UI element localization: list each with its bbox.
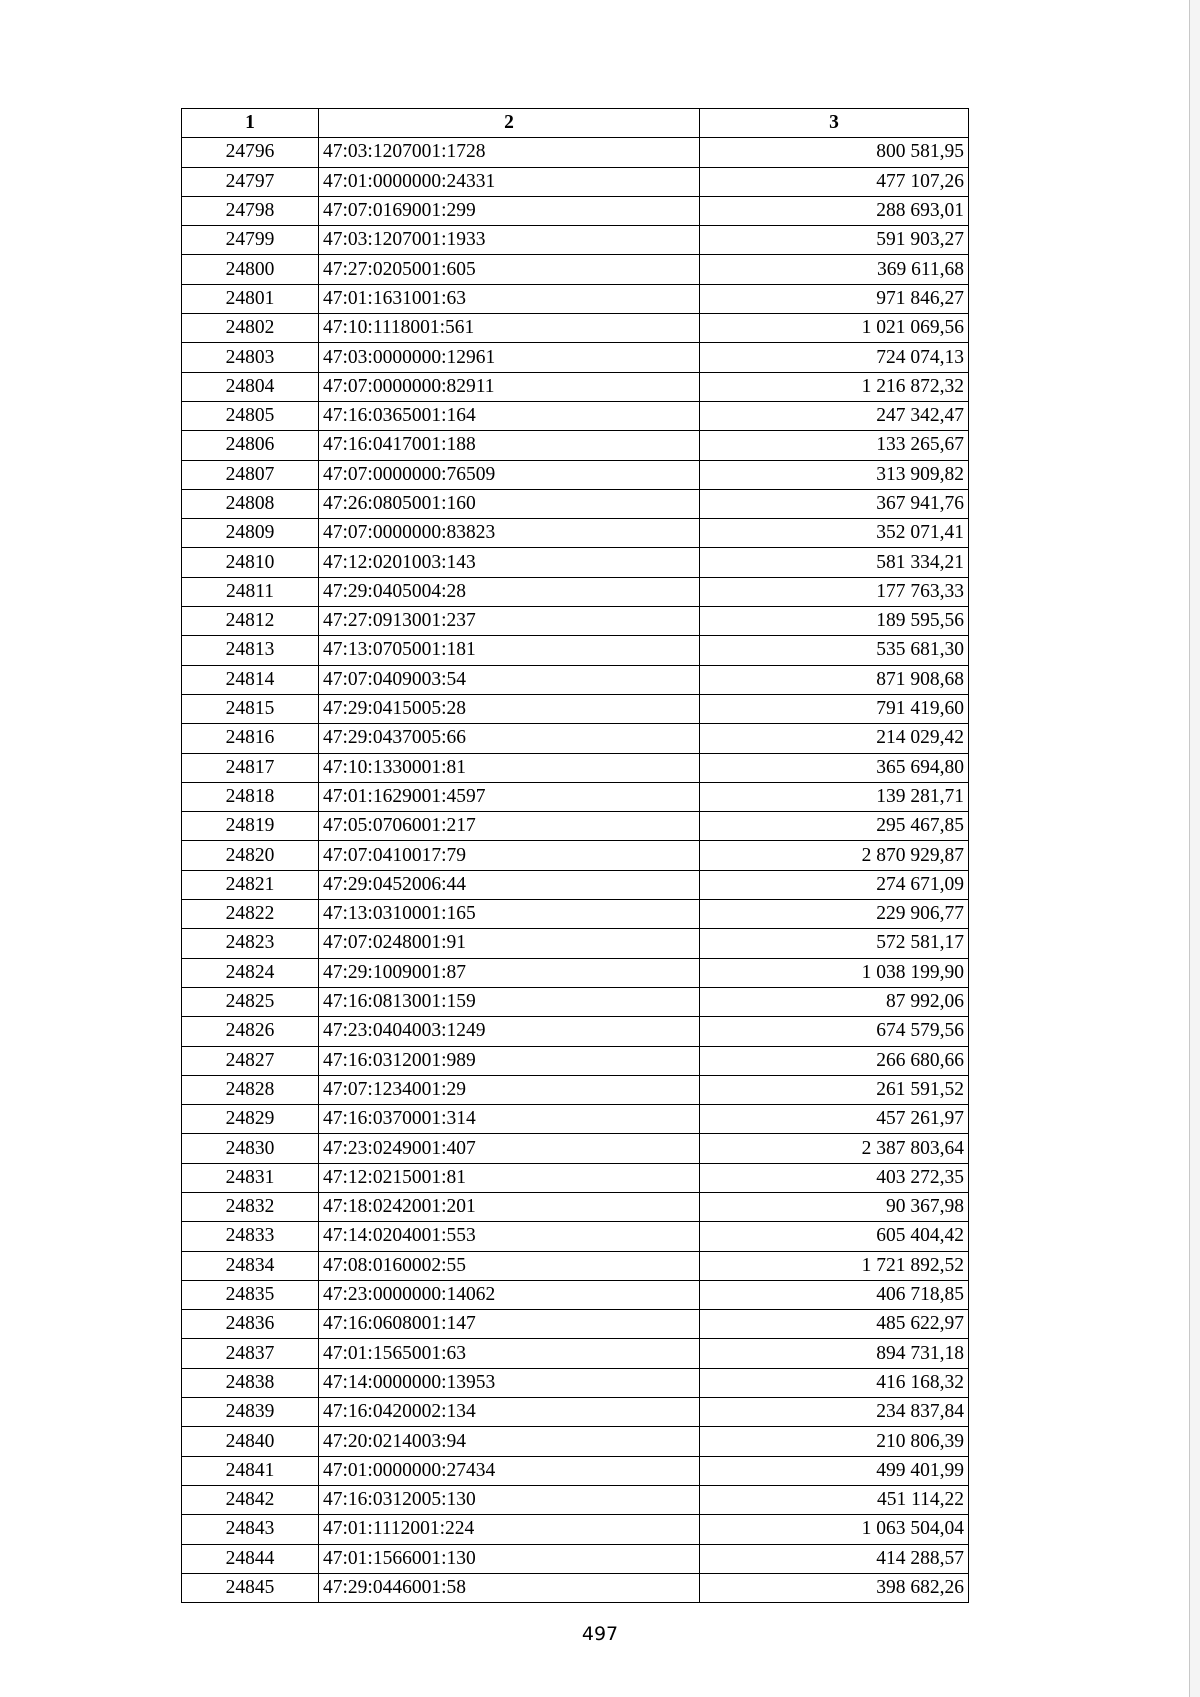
table-row: [182, 1046, 969, 1075]
value-cell: 406 718,85: [700, 1280, 969, 1309]
value-cell: 369 611,68: [700, 255, 969, 284]
value-cell: 1 721 892,52: [700, 1251, 969, 1280]
table-row: [182, 1573, 969, 1602]
cadastral-number-cell: 47:23:0000000:14062: [319, 1280, 700, 1309]
column-header-1: 1: [182, 109, 319, 138]
row-number-cell: 24840: [182, 1427, 319, 1456]
value-cell: 2 387 803,64: [700, 1134, 969, 1163]
value-cell: 247 342,47: [700, 401, 969, 430]
value-cell: 229 906,77: [700, 900, 969, 929]
page-number: 497: [581, 1623, 619, 1645]
value-cell: 261 591,52: [700, 1075, 969, 1104]
cadastral-number-cell: 47:14:0000000:13953: [319, 1368, 700, 1397]
value-cell: 591 903,27: [700, 226, 969, 255]
row-number-cell: 24797: [182, 167, 319, 196]
cadastral-number-cell: 47:29:0437005:66: [319, 724, 700, 753]
cadastral-number-cell: 47:01:1566001:130: [319, 1544, 700, 1573]
table-row: [182, 782, 969, 811]
value-cell: 971 846,27: [700, 284, 969, 313]
cadastral-number-cell: 47:16:0417001:188: [319, 431, 700, 460]
cadastral-number-cell: 47:16:0312001:989: [319, 1046, 700, 1075]
cadastral-number-cell: 47:05:0706001:217: [319, 812, 700, 841]
row-number-cell: 24800: [182, 255, 319, 284]
value-cell: 274 671,09: [700, 870, 969, 899]
cadastral-number-cell: 47:01:0000000:27434: [319, 1456, 700, 1485]
table-row: [182, 636, 969, 665]
cadastral-number-cell: 47:16:0813001:159: [319, 987, 700, 1016]
table-row: [182, 1222, 969, 1251]
row-number-cell: 24816: [182, 724, 319, 753]
value-cell: 139 281,71: [700, 782, 969, 811]
cadastral-number-cell: 47:01:1112001:224: [319, 1515, 700, 1544]
cadastral-number-cell: 47:16:0608001:147: [319, 1310, 700, 1339]
value-cell: 313 909,82: [700, 460, 969, 489]
cadastral-number-cell: 47:16:0370001:314: [319, 1105, 700, 1134]
cadastral-number-cell: 47:07:0000000:83823: [319, 519, 700, 548]
table-row: [182, 489, 969, 518]
value-cell: 2 870 929,87: [700, 841, 969, 870]
row-number-cell: 24839: [182, 1398, 319, 1427]
table-row: [182, 1339, 969, 1368]
value-cell: 1 038 199,90: [700, 958, 969, 987]
row-number-cell: 24843: [182, 1515, 319, 1544]
cadastral-number-cell: 47:13:0310001:165: [319, 900, 700, 929]
table-row: [182, 958, 969, 987]
cadastral-number-cell: 47:27:0913001:237: [319, 607, 700, 636]
table-row: [182, 1310, 969, 1339]
value-cell: 234 837,84: [700, 1398, 969, 1427]
row-number-cell: 24808: [182, 489, 319, 518]
table-row: [182, 372, 969, 401]
table-row: [182, 1075, 969, 1104]
table-row: [182, 694, 969, 723]
row-number-cell: 24834: [182, 1251, 319, 1280]
table-row: [182, 577, 969, 606]
cadastral-number-cell: 47:03:1207001:1933: [319, 226, 700, 255]
column-header-2: 2: [319, 109, 700, 138]
table-row: [182, 343, 969, 372]
table-row: [182, 870, 969, 899]
table-row: [182, 1515, 969, 1544]
cadastral-number-cell: 47:07:0169001:299: [319, 196, 700, 225]
table-row: [182, 1163, 969, 1192]
table-row: [182, 724, 969, 753]
value-cell: 457 261,97: [700, 1105, 969, 1134]
row-number-cell: 24812: [182, 607, 319, 636]
cadastral-number-cell: 47:01:1565001:63: [319, 1339, 700, 1368]
value-cell: 791 419,60: [700, 694, 969, 723]
value-cell: 403 272,35: [700, 1163, 969, 1192]
value-cell: 894 731,18: [700, 1339, 969, 1368]
table-row: [182, 519, 969, 548]
value-cell: 177 763,33: [700, 577, 969, 606]
cadastral-number-cell: 47:07:0248001:91: [319, 929, 700, 958]
table-row: [182, 987, 969, 1016]
row-number-cell: 24807: [182, 460, 319, 489]
value-cell: 485 622,97: [700, 1310, 969, 1339]
row-number-cell: 24803: [182, 343, 319, 372]
table-row: [182, 1251, 969, 1280]
table-row: [182, 1105, 969, 1134]
table-row: [182, 167, 969, 196]
row-number-cell: 24796: [182, 138, 319, 167]
row-number-cell: 24842: [182, 1485, 319, 1514]
table-row: [182, 1368, 969, 1397]
table-row: [182, 255, 969, 284]
table-row: [182, 812, 969, 841]
cadastral-number-cell: 47:29:0452006:44: [319, 870, 700, 899]
cadastral-number-cell: 47:14:0204001:553: [319, 1222, 700, 1251]
cadastral-number-cell: 47:16:0365001:164: [319, 401, 700, 430]
data-table: [181, 108, 969, 1603]
row-number-cell: 24811: [182, 577, 319, 606]
table-row: [182, 1456, 969, 1485]
row-number-cell: 24826: [182, 1017, 319, 1046]
row-number-cell: 24821: [182, 870, 319, 899]
row-number-cell: 24809: [182, 519, 319, 548]
row-number-cell: 24837: [182, 1339, 319, 1368]
row-number-cell: 24836: [182, 1310, 319, 1339]
table-row: [182, 665, 969, 694]
value-cell: 674 579,56: [700, 1017, 969, 1046]
value-cell: 352 071,41: [700, 519, 969, 548]
cadastral-number-cell: 47:16:0312005:130: [319, 1485, 700, 1514]
row-number-cell: 24835: [182, 1280, 319, 1309]
cadastral-number-cell: 47:26:0805001:160: [319, 489, 700, 518]
row-number-cell: 24844: [182, 1544, 319, 1573]
table-row: [182, 314, 969, 343]
table-row: [182, 1280, 969, 1309]
table-row: [182, 929, 969, 958]
cadastral-number-cell: 47:29:1009001:87: [319, 958, 700, 987]
table-row: [182, 284, 969, 313]
value-cell: 572 581,17: [700, 929, 969, 958]
table-row: [182, 138, 969, 167]
row-number-cell: 24818: [182, 782, 319, 811]
cadastral-number-cell: 47:12:0201003:143: [319, 548, 700, 577]
row-number-cell: 24802: [182, 314, 319, 343]
cadastral-number-cell: 47:13:0705001:181: [319, 636, 700, 665]
cadastral-number-cell: 47:07:0409003:54: [319, 665, 700, 694]
cadastral-number-cell: 47:08:0160002:55: [319, 1251, 700, 1280]
row-number-cell: 24799: [182, 226, 319, 255]
table-row: [182, 753, 969, 782]
table-row: [182, 841, 969, 870]
row-number-cell: 24825: [182, 987, 319, 1016]
table-row: [182, 1017, 969, 1046]
cadastral-number-cell: 47:03:1207001:1728: [319, 138, 700, 167]
value-cell: 1 216 872,32: [700, 372, 969, 401]
row-number-cell: 24833: [182, 1222, 319, 1251]
table-row: [182, 401, 969, 430]
row-number-cell: 24820: [182, 841, 319, 870]
row-number-cell: 24830: [182, 1134, 319, 1163]
value-cell: 535 681,30: [700, 636, 969, 665]
table-row: [182, 1427, 969, 1456]
value-cell: 365 694,80: [700, 753, 969, 782]
header-row: [182, 109, 969, 138]
value-cell: 295 467,85: [700, 812, 969, 841]
row-number-cell: 24832: [182, 1192, 319, 1221]
value-cell: 724 074,13: [700, 343, 969, 372]
value-cell: 288 693,01: [700, 196, 969, 225]
cadastral-number-cell: 47:27:0205001:605: [319, 255, 700, 284]
cadastral-number-cell: 47:20:0214003:94: [319, 1427, 700, 1456]
value-cell: 266 680,66: [700, 1046, 969, 1075]
table-row: [182, 196, 969, 225]
value-cell: 414 288,57: [700, 1544, 969, 1573]
row-number-cell: 24813: [182, 636, 319, 665]
cadastral-number-cell: 47:10:1330001:81: [319, 753, 700, 782]
cadastral-number-cell: 47:01:0000000:24331: [319, 167, 700, 196]
cadastral-number-cell: 47:07:0000000:76509: [319, 460, 700, 489]
cadastral-number-cell: 47:07:0000000:82911: [319, 372, 700, 401]
row-number-cell: 24829: [182, 1105, 319, 1134]
value-cell: 800 581,95: [700, 138, 969, 167]
value-cell: 189 595,56: [700, 607, 969, 636]
table-row: [182, 226, 969, 255]
row-number-cell: 24827: [182, 1046, 319, 1075]
row-number-cell: 24814: [182, 665, 319, 694]
cadastral-number-cell: 47:10:1118001:561: [319, 314, 700, 343]
row-number-cell: 24798: [182, 196, 319, 225]
value-cell: 451 114,22: [700, 1485, 969, 1514]
table-row: [182, 607, 969, 636]
value-cell: 90 367,98: [700, 1192, 969, 1221]
row-number-cell: 24823: [182, 929, 319, 958]
table-row: [182, 548, 969, 577]
value-cell: 214 029,42: [700, 724, 969, 753]
row-number-cell: 24806: [182, 431, 319, 460]
row-number-cell: 24819: [182, 812, 319, 841]
table-row: [182, 431, 969, 460]
table-body: [182, 138, 969, 1603]
cadastral-number-cell: 47:16:0420002:134: [319, 1398, 700, 1427]
cadastral-number-cell: 47:03:0000000:12961: [319, 343, 700, 372]
value-cell: 367 941,76: [700, 489, 969, 518]
row-number-cell: 24804: [182, 372, 319, 401]
row-number-cell: 24838: [182, 1368, 319, 1397]
table-row: [182, 1398, 969, 1427]
table-row: [182, 1544, 969, 1573]
cadastral-number-cell: 47:12:0215001:81: [319, 1163, 700, 1192]
value-cell: 477 107,26: [700, 167, 969, 196]
cadastral-number-cell: 47:23:0404003:1249: [319, 1017, 700, 1046]
table-row: [182, 1134, 969, 1163]
value-cell: 416 168,32: [700, 1368, 969, 1397]
value-cell: 871 908,68: [700, 665, 969, 694]
cadastral-number-cell: 47:29:0446001:58: [319, 1573, 700, 1602]
cadastral-number-cell: 47:23:0249001:407: [319, 1134, 700, 1163]
row-number-cell: 24831: [182, 1163, 319, 1192]
cadastral-number-cell: 47:18:0242001:201: [319, 1192, 700, 1221]
page-edge: [1189, 0, 1200, 1697]
table-row: [182, 1192, 969, 1221]
value-cell: 87 992,06: [700, 987, 969, 1016]
column-header-3: 3: [700, 109, 969, 138]
row-number-cell: 24810: [182, 548, 319, 577]
cadastral-number-cell: 47:01:1629001:4597: [319, 782, 700, 811]
value-cell: 210 806,39: [700, 1427, 969, 1456]
row-number-cell: 24817: [182, 753, 319, 782]
table-header: [182, 109, 969, 138]
value-cell: 605 404,42: [700, 1222, 969, 1251]
cadastral-number-cell: 47:07:1234001:29: [319, 1075, 700, 1104]
table-row: [182, 900, 969, 929]
row-number-cell: 24822: [182, 900, 319, 929]
row-number-cell: 24805: [182, 401, 319, 430]
row-number-cell: 24815: [182, 694, 319, 723]
cadastral-number-cell: 47:29:0405004:28: [319, 577, 700, 606]
value-cell: 133 265,67: [700, 431, 969, 460]
cadastral-number-cell: 47:07:0410017:79: [319, 841, 700, 870]
row-number-cell: 24824: [182, 958, 319, 987]
table-row: [182, 460, 969, 489]
row-number-cell: 24841: [182, 1456, 319, 1485]
row-number-cell: 24801: [182, 284, 319, 313]
value-cell: 499 401,99: [700, 1456, 969, 1485]
value-cell: 581 334,21: [700, 548, 969, 577]
row-number-cell: 24845: [182, 1573, 319, 1602]
table-row: [182, 1485, 969, 1514]
cadastral-number-cell: 47:01:1631001:63: [319, 284, 700, 313]
value-cell: 1 021 069,56: [700, 314, 969, 343]
value-cell: 1 063 504,04: [700, 1515, 969, 1544]
row-number-cell: 24828: [182, 1075, 319, 1104]
cadastral-number-cell: 47:29:0415005:28: [319, 694, 700, 723]
value-cell: 398 682,26: [700, 1573, 969, 1602]
